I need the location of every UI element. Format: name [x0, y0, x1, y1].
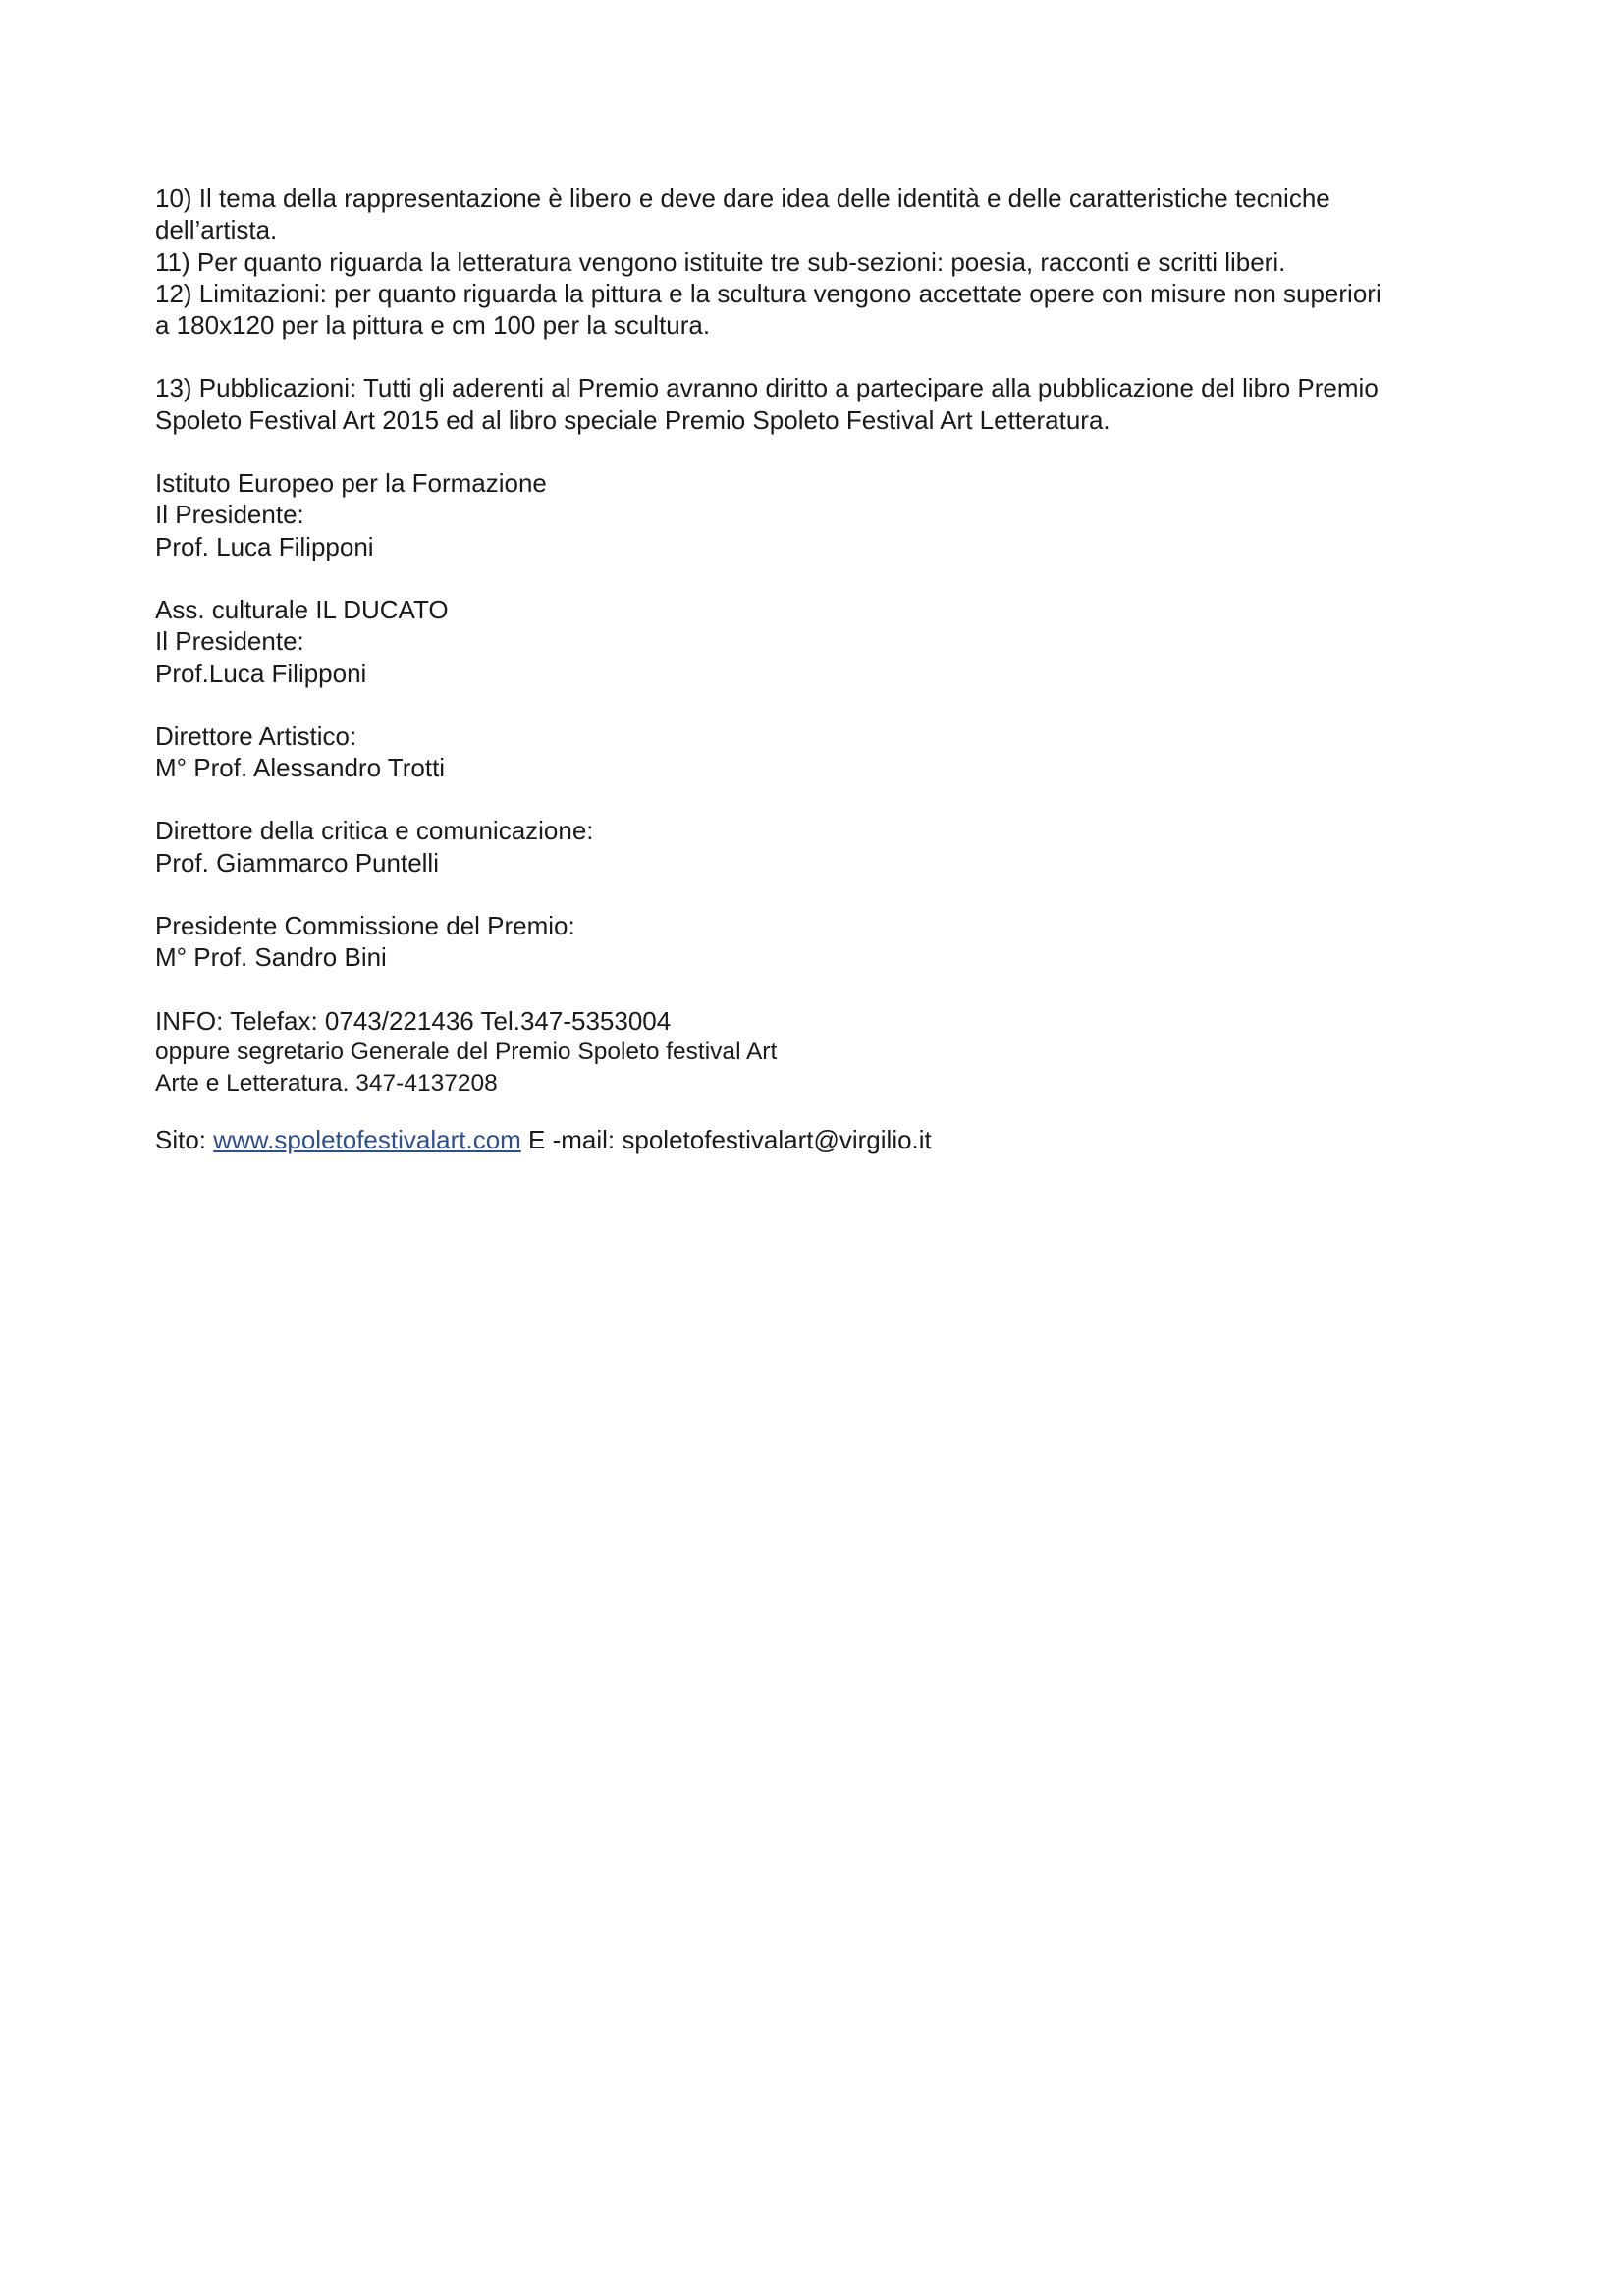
signatory-name: Prof. Giammarco Puntelli	[155, 847, 439, 878]
signatory-direttore-critica	[155, 815, 1490, 879]
signatory-role: Il Presidente:	[155, 500, 304, 530]
signatory-role: Direttore Artistico:	[155, 721, 357, 751]
info-phone-line: INFO: Telefax: 0743/221436 Tel.347-5353004	[155, 1005, 672, 1036]
info-secretary-phone-line: Arte e Letteratura. 347-4137208	[155, 1070, 498, 1097]
rule-10-line-2: dell’artista.	[155, 215, 278, 245]
signatory-org: Istituto Europeo per la Formazione	[155, 468, 547, 499]
contacts-line-inner	[155, 1124, 1490, 1155]
signatory-org: Ass. culturale IL DUCATO	[155, 594, 449, 624]
rule-13-line-2: Spoleto Festival Art 2015 ed al libro speciale Premio Spoleto Festival Art Letteratura.	[155, 404, 1110, 435]
rule-11-line-1: 11) Per quanto riguarda la letteratura vengono istituite tre sub-sezioni: poesia, racconti e scritti liberi.	[155, 246, 1286, 277]
signatory-role: Il Presidente:	[155, 626, 304, 657]
rule-10	[155, 183, 1490, 246]
email-text: E -mail: spoletofestivalart@virgilio.it	[520, 1124, 932, 1154]
rule-11	[155, 246, 1490, 278]
signatory-direttore-artistico	[155, 721, 1490, 784]
website-link[interactable]: www.spoletofestivalart.com	[213, 1124, 521, 1154]
signatory-name: Prof. Luca Filipponi	[155, 531, 374, 561]
signatory-presidente-commissione	[155, 910, 1490, 974]
rules-block	[155, 183, 1490, 341]
rule-13-line-1: 13) Pubblicazioni: Tutti gli aderenti al Premio avranno diritto a partecipare alla pubblicazione del libro Premio	[155, 373, 1379, 403]
site-label: Sito:	[155, 1124, 214, 1154]
document-page	[155, 183, 1490, 1155]
info-secretary-line: oppure segretario Generale del Premio Spoleto festival Art	[155, 1038, 778, 1065]
contacts-line	[155, 1124, 1490, 1155]
rule-12	[155, 278, 1490, 342]
signatory-name: M° Prof. Sandro Bini	[155, 942, 387, 973]
signatory-name: M° Prof. Alessandro Trotti	[155, 753, 446, 783]
signatory-istituto-europeo	[155, 467, 1490, 562]
signatory-role: Presidente Commissione del Premio:	[155, 911, 575, 941]
rule-12-line-2: a 180x120 per la pittura e cm 100 per la scultura.	[155, 310, 711, 341]
info-block	[155, 1005, 1490, 1100]
rule-10-line-1: 10) Il tema della rappresentazione è libero e deve dare idea delle identità e delle caratteristiche tecniche	[155, 184, 1330, 213]
rule-12-line-1: 12) Limitazioni: per quanto riguarda la pittura e la scultura vengono accettate opere con misure non superiori	[155, 278, 1381, 308]
signatory-name: Prof.Luca Filipponi	[155, 658, 367, 688]
signatory-role: Direttore della critica e comunicazione:	[155, 816, 594, 846]
rule-13-publications	[155, 372, 1490, 436]
signatory-il-ducato	[155, 594, 1490, 689]
